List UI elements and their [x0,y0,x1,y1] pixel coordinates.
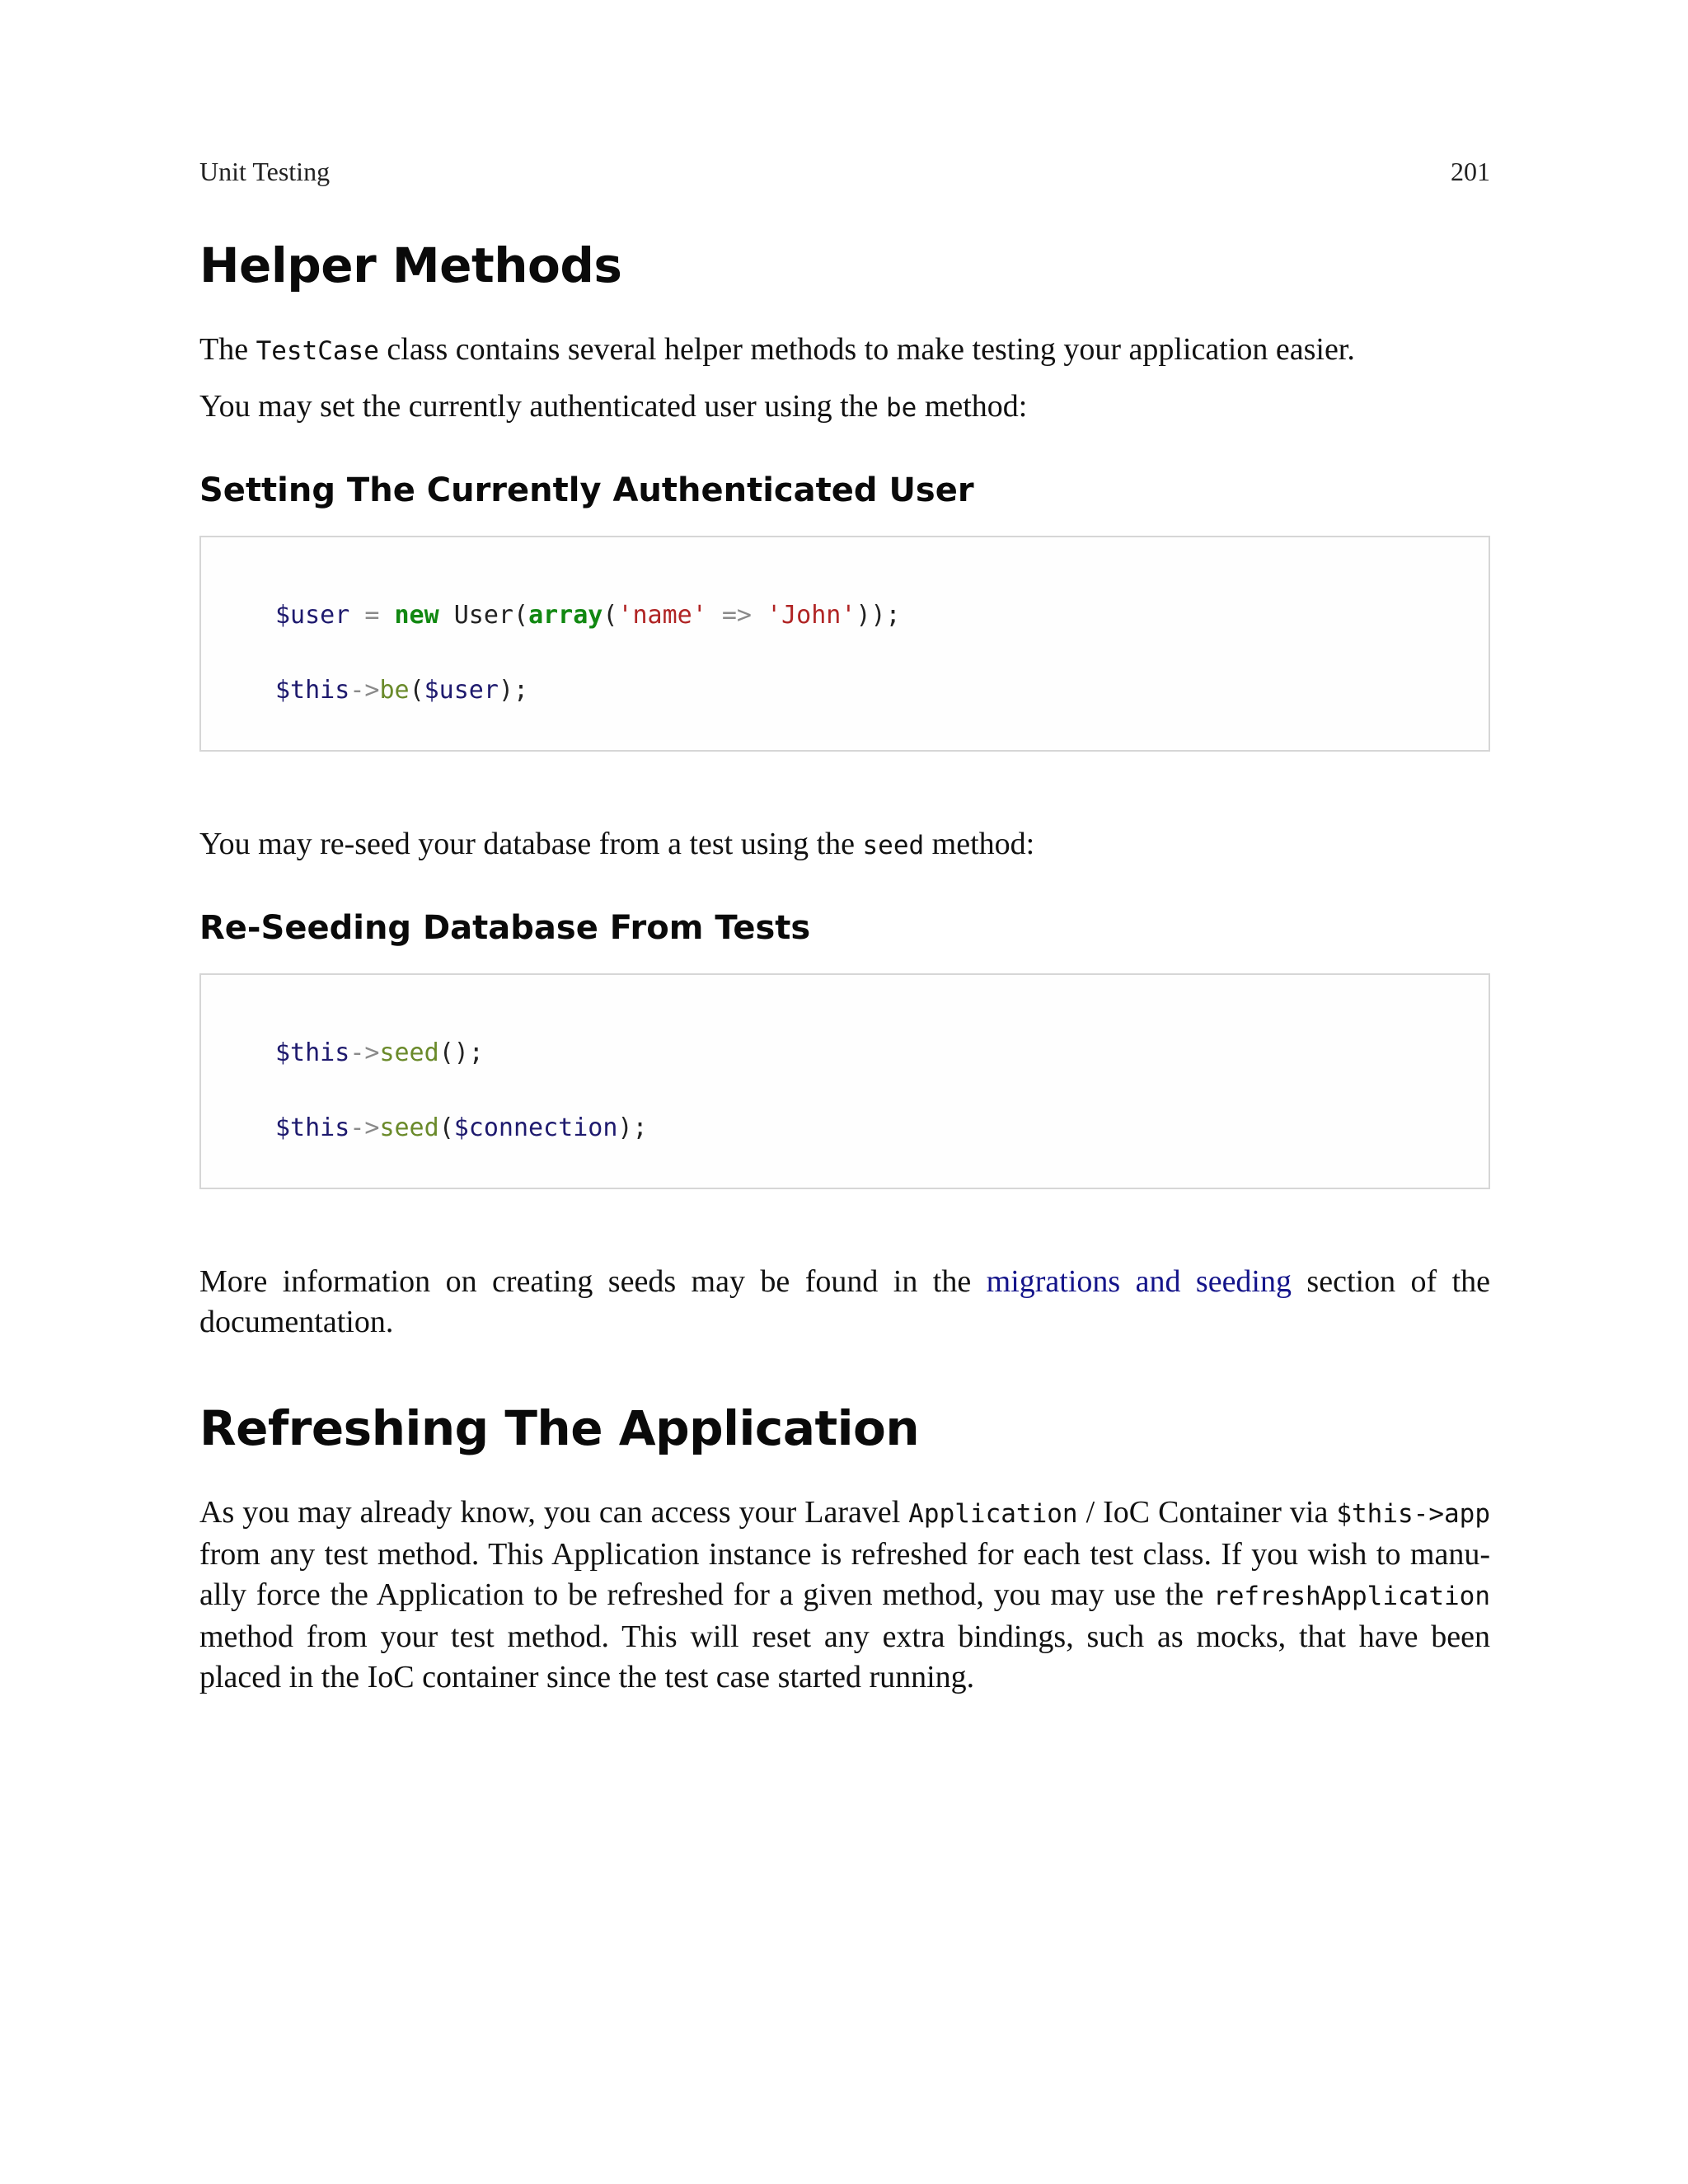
refresh-text-c: from any test method. This Application instance is refreshed for each test class. If you wish to manually force the Application to be refreshed for a given method, you may use the [199,1537,1490,1612]
chapter-title: Unit Testing [199,157,331,186]
code-token: ); [617,1113,648,1142]
refreshing-paragraph [199,1493,1490,1698]
code-token: )); [856,601,901,630]
code-token: ( [438,1113,454,1142]
page-number: 201 [1451,157,1490,186]
subsection-title-reseeding: Re-Seeding Database From Tests [199,909,811,947]
seed-method-paragraph [199,824,1490,866]
code-line [275,597,1489,635]
code-token: $this [275,1038,350,1067]
inline-code-seed: seed [862,831,925,860]
code-token: $this [275,1113,350,1142]
code-token: (); [438,1038,484,1067]
code-token: 'John' [767,601,856,630]
code-token: $this [275,676,350,705]
code-token: 'name' [617,601,707,630]
code-token: be [379,676,410,705]
code-line [275,1034,1489,1072]
code-token: new [394,601,439,630]
code-token: = [349,601,395,630]
be-text-before: You may set the currently authenticated user using the [199,389,886,424]
code-token: ( [409,676,424,705]
subsection-title-authenticated-user: Setting The Currently Authenticated User [199,471,974,509]
refresh-text-a: As you may already know, you can access your Laravel [199,1495,909,1530]
code-token: seed [379,1113,439,1142]
code-token: -> [349,676,380,705]
migrations-and-seeding-link[interactable]: migrations and seeding [986,1264,1292,1299]
section-title-refreshing-application: Refreshing The Application [199,1400,920,1456]
code-token: $user [424,676,499,705]
refresh-text-d: method from your test method. This will reset any extra bindings, such as mocks, that have been placed in the IoC container since the test case started running. [199,1619,1490,1694]
inline-code-be: be [886,393,917,423]
seed-text-before: You may re-seed your database from a test using the [199,827,863,861]
running-header [199,157,1490,206]
code-block-authenticated-user [199,536,1490,752]
be-text-after: method: [917,389,1028,424]
code-token: ); [498,676,529,705]
intro-text-before: The [199,332,256,367]
seeding-text-before: More information on creating seeds may be found in the [199,1264,987,1299]
refresh-text-b: / IoC Container via [1077,1495,1337,1530]
seeding-info-paragraph [199,1262,1490,1343]
code-line [275,1109,1489,1147]
inline-code-this-app: $this->app [1336,1499,1490,1529]
code-line [275,672,1489,710]
seeding-text-after: section of the documentation. [199,1264,1491,1339]
code-token: -> [349,1113,380,1142]
seed-text-after: method: [924,827,1035,861]
code-token: $user [275,601,350,630]
code-block-reseeding [199,973,1490,1189]
inline-code-testcase: TestCase [256,336,379,366]
code-token: ( [603,601,618,630]
intro-text-after: class contains several helper methods to make testing your application easier. [378,332,1355,367]
code-token: -> [349,1038,380,1067]
page [199,157,1490,1698]
be-method-paragraph [199,387,1490,429]
code-token: $connection [453,1113,618,1142]
code-token: User( [438,601,529,630]
intro-paragraph [199,330,1490,372]
inline-code-refresh-application: refreshApplication [1213,1582,1490,1611]
code-token: => [706,601,767,630]
code-token: array [528,601,603,630]
code-token: seed [379,1038,439,1067]
section-title-helper-methods: Helper Methods [199,237,622,293]
inline-code-application: Application [908,1499,1078,1529]
